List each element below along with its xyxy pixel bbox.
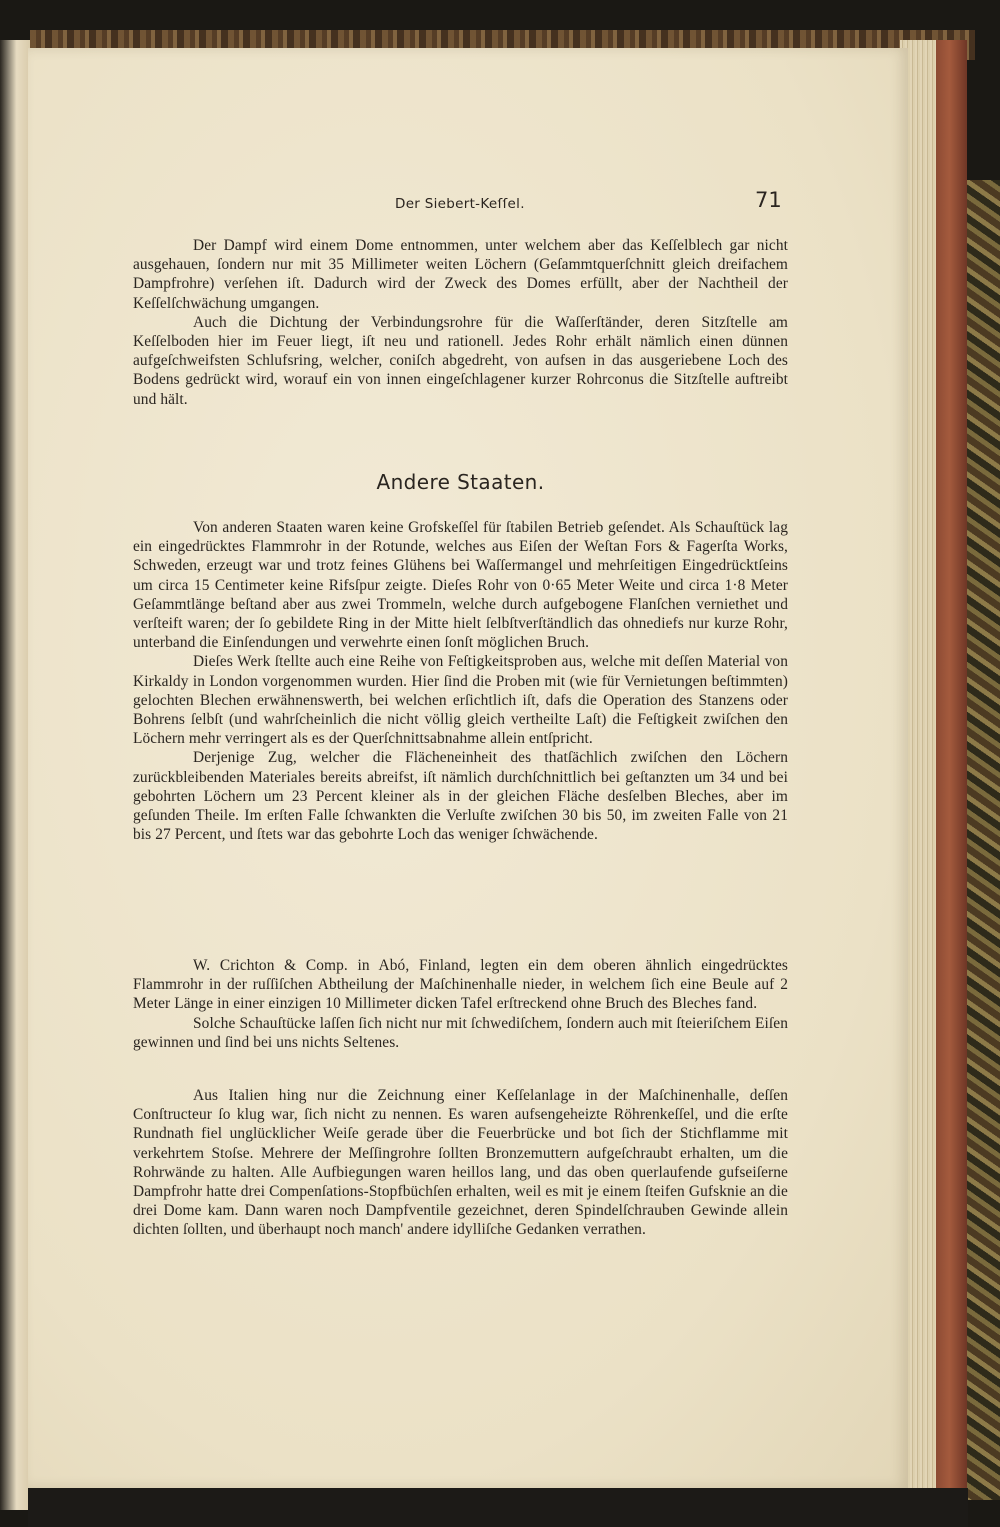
page-header — [133, 188, 788, 218]
paragraph: Dieſes Werk ſtellte auch eine Reihe von Feſtigkeitsproben aus, welche mit deſſen Material von Kirkaldy in London vorgenommen wurden. Hier ſind die Proben mit (wie für Vernietungen beſtimmten) gelochten Blechen erwähnenswerth, bei welchen erſichtlich iſt, dafs die Operation des Stanzens oder Bohrens ſelbſt (und wahrſcheinlich die nicht völlig gleich vertheilte Laſt) die Feſtigkeit zwiſchen den Löchern mehr verringert als es der Querſchnittsabnahme allein entſpricht. — [133, 653, 788, 748]
crichton-text — [133, 956, 788, 1052]
paragraph: Solche Schauſtücke laſſen ſich nicht nur mit ſchwediſchem, ſondern auch mit ſteieriſchem Eiſen gewinnen und ſind bei uns nichts Seltenes. — [133, 1014, 788, 1051]
page-number: 71 — [755, 188, 782, 212]
italy-text — [133, 1086, 788, 1240]
paragraph: W. Crichton & Comp. in Abó, Finland, legten ein dem oberen ähnlich eingedrücktes Flammrohr in der ruſſiſchen Abtheilung der Maſchinenhalle nieder, in welchem ſich eine Beule auf 2 Meter Länge in einer einzigen 10 Millimeter dicken Tafel erſtreckend ohne Bruch des Bleches fand. — [133, 957, 788, 1013]
left-page-edge — [0, 40, 30, 1510]
paragraph: Von anderen Staaten waren keine Grofskeſſel für ſtabilen Betrieb geſendet. Als Schauſtück lag ein eingedrücktes Flammrohr in der Rotunde, welches aus Eiſen der Weſtan Fors & Fagerſta Works, Schweden, erzeugt war und trotz feines Glühens bei Waſſermangel und mehrſeitigen Eingedrücktſeins um circa 15 Centimeter keine Rifsſpur zeigte. Dieſes Rohr von 0·65 Meter Weite und circa 1·8 Meter Geſammtlänge beſtand aber aus zwei Trommeln, welche durch aufgebogene Flanſchen verniethet und verſteift waren; der ſo gebildete Ring in der Mitte hielt ſelbſtverſtändlich das ohnediefs nur kurze Rohr, unterband die Einſendungen und verwehrte einen ſonſt möglichen Bruch. — [133, 519, 788, 652]
paragraph: Derjenige Zug, welcher die Flächeneinheit des thatſächlich zwiſchen den Löchern zurückbleibenden Materiales bereits abreifst, iſt nämlich durchſchnittlich bei geſtanzten um 34 und bei gebohrten Löchern um 23 Percent kleiner als in der gleichen Fläche desſelben Bleches, aber im geſunden Theile. Im erſten Falle ſchwankten die Verluſte zwiſchen 30 bis 50, im zweiten Falle von 21 bis 27 Percent, und ſtets war das gebohrte Loch das weniger ſchwächende. — [133, 749, 788, 844]
book-binding — [935, 40, 967, 1495]
section-text — [133, 518, 788, 844]
paragraph: Der Dampf wird einem Dome entnommen, unter welchem aber das Keſſelblech gar nicht ausgehauen, ſondern nur mit 35 Millimeter weiten Löchern (Geſammtquerſchnitt gleich dreifachem Dampfrohre) verſehen iſt. Dadurch wird der Zweck des Domes erfüllt, aber der Nachtheil der Keſſelſchwächung umgangen. — [133, 237, 788, 312]
intro-text — [133, 236, 788, 409]
bottom-edge — [28, 1488, 968, 1527]
running-head: Der Siebert-Keſſel. — [395, 196, 525, 212]
section-heading: Andere Staaten. — [376, 470, 545, 494]
paragraph: Aus Italien hing nur die Zeichnung einer Keſſelanlage in der Maſchinenhalle, deſſen Conſtructeur ſo klug war, ſich nicht zu nennen. Es waren aufsengeheizte Röhrenkeſſel, und die erſte Rundnath fiel unglücklicher Weiſe gerade über die Feuerbrücke und bot ſich der Stichflamme mit verkehrtem Stoſse. Mehrere der Meſſingrohre ſollten Bronzemuttern aufgeſchraubt erhalten, um die Rohrwände zu halten. Alle Aufbiegungen waren heillos lang, und das oben querlaufende gufseiſerne Dampfrohr hatte drei Compenſations-Stopfbüchſen erhalten, weil es mit je einem ſteifen Gufsknie an die drei Dome kam. Dann waren noch Dampfventile gezeichnet, deren Spindelſchrauben Gewinde allein dichten ſollten, und überhaupt noch manch' andere idylliſche Gedanken verrathen. — [133, 1087, 788, 1239]
paragraph: Auch die Dichtung der Verbindungsrohre für die Waſſerſtänder, deren Sitzſtelle am Keſſelboden hier im Feuer liegt, iſt neu und rationell. Jedes Rohr erhält nämlich einen dünnen aufgeſchweifsten Schlufsring, welcher, coniſch abgedreht, von aufsen in das ausgeriebene Loch des Bodens gedrückt wird, worauf ein von innen eingeſchlagener kurzer Rohrconus die Sitzſtelle auftreibt und hält. — [133, 313, 788, 408]
